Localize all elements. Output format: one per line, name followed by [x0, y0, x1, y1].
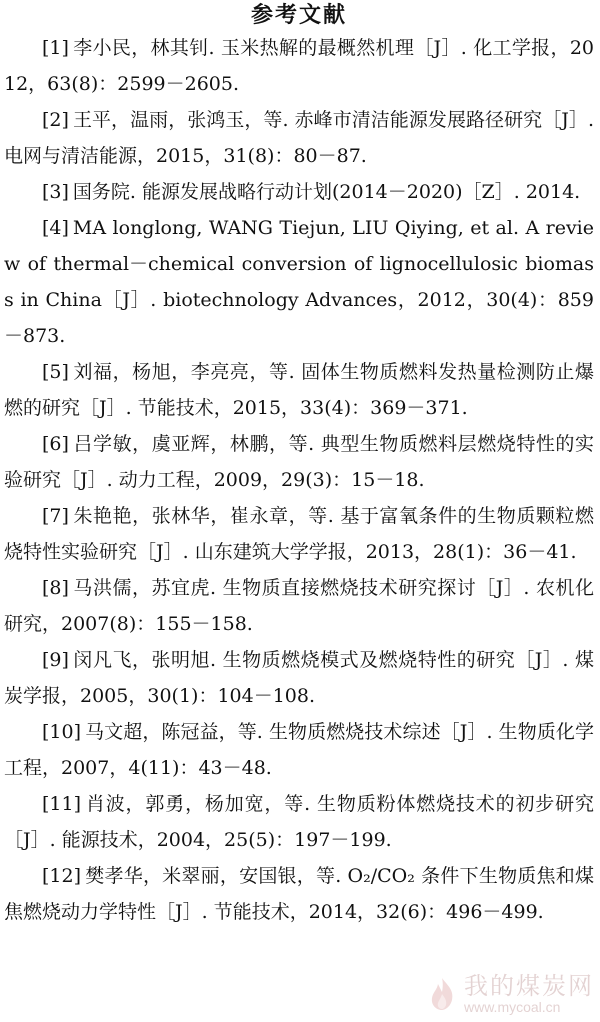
- reference-text: 马洪儒，苏宜虎. 生物质直接燃烧技术研究探讨［J］. 农机化研究，2007(8)：155－158.: [4, 577, 594, 635]
- reference-item: [4, 498, 594, 570]
- site-watermark: [424, 974, 594, 1014]
- reference-item: [4, 210, 594, 354]
- reference-text: MA longlong, WANG Tiejun, LIU Qiying, et al. A review of thermal－chemical conversion of lignocellulosic biomass in China［J］. biotechnology Advances，2012，30(4)：859－873.: [4, 217, 594, 347]
- reference-item: [4, 426, 594, 498]
- reference-item: [4, 786, 594, 858]
- reference-text: 樊孝华，米翠丽，安国银，等. O₂/CO₂ 条件下生物质焦和煤焦燃烧动力学特性［J］. 节能技术，2014，32(6)：496－499.: [4, 865, 594, 923]
- reference-number: [1]: [42, 37, 69, 59]
- reference-number: [2]: [42, 109, 69, 131]
- reference-item: [4, 714, 594, 786]
- reference-number: [7]: [42, 505, 69, 527]
- reference-number: [12]: [42, 865, 82, 887]
- reference-number: [10]: [42, 721, 82, 743]
- reference-item: [4, 642, 594, 714]
- reference-text: 闵凡飞，张明旭. 生物质燃烧模式及燃烧特性的研究［J］. 煤炭学报，2005，30(1)：104－108.: [4, 649, 594, 707]
- reference-item: [4, 570, 594, 642]
- reference-number: [4]: [42, 217, 69, 239]
- reference-item: [4, 174, 594, 210]
- reference-number: [9]: [42, 649, 69, 671]
- reference-number: [8]: [42, 577, 69, 599]
- watermark-text: 我的煤炭网: [464, 972, 594, 1000]
- watermark-url: www.mycoal.cn: [464, 999, 561, 1015]
- reference-item: [4, 858, 594, 930]
- reference-text: 国务院. 能源发展战略行动计划(2014－2020)［Z］. 2014.: [72, 181, 581, 203]
- reference-list: [4, 30, 594, 930]
- reference-text: 朱艳艳，张林华，崔永章，等. 基于富氧条件的生物质颗粒燃烧特性实验研究［J］. 山东建筑大学学报，2013，28(1)：36－41.: [4, 505, 594, 563]
- flame-logo-icon: [424, 976, 460, 1012]
- reference-text: 刘福，杨旭，李亮亮，等. 固体生物质燃料发热量检测防止爆燃的研究［J］. 节能技术，2015，33(4)：369－371.: [4, 361, 594, 419]
- reference-number: [5]: [42, 361, 69, 383]
- references-heading: 参考文献: [250, 2, 347, 28]
- reference-number: [3]: [42, 181, 69, 203]
- reference-text: 李小民，林其钊. 玉米热解的最概然机理［J］. 化工学报，2012，63(8)：2599－2605.: [4, 37, 594, 95]
- reference-item: [4, 102, 594, 174]
- reference-text: 王平，温雨，张鸿玉，等. 赤峰市清洁能源发展路径研究［J］. 电网与清洁能源，2015，31(8)：80－87.: [4, 109, 594, 167]
- reference-item: [4, 30, 594, 102]
- reference-item: [4, 354, 594, 426]
- reference-text: 吕学敏，虞亚辉，林鹏，等. 典型生物质燃料层燃烧特性的实验研究［J］. 动力工程，2009，29(3)：15－18.: [4, 433, 594, 491]
- reference-number: [11]: [42, 793, 82, 815]
- reference-text: 马文超，陈冠益，等. 生物质燃烧技术综述［J］. 生物质化学工程，2007，4(11)：43－48.: [4, 721, 594, 779]
- reference-text: 肖波，郭勇，杨加宽，等. 生物质粉体燃烧技术的初步研究［J］. 能源技术，2004，25(5)：197－199.: [4, 793, 594, 851]
- reference-number: [6]: [42, 433, 69, 455]
